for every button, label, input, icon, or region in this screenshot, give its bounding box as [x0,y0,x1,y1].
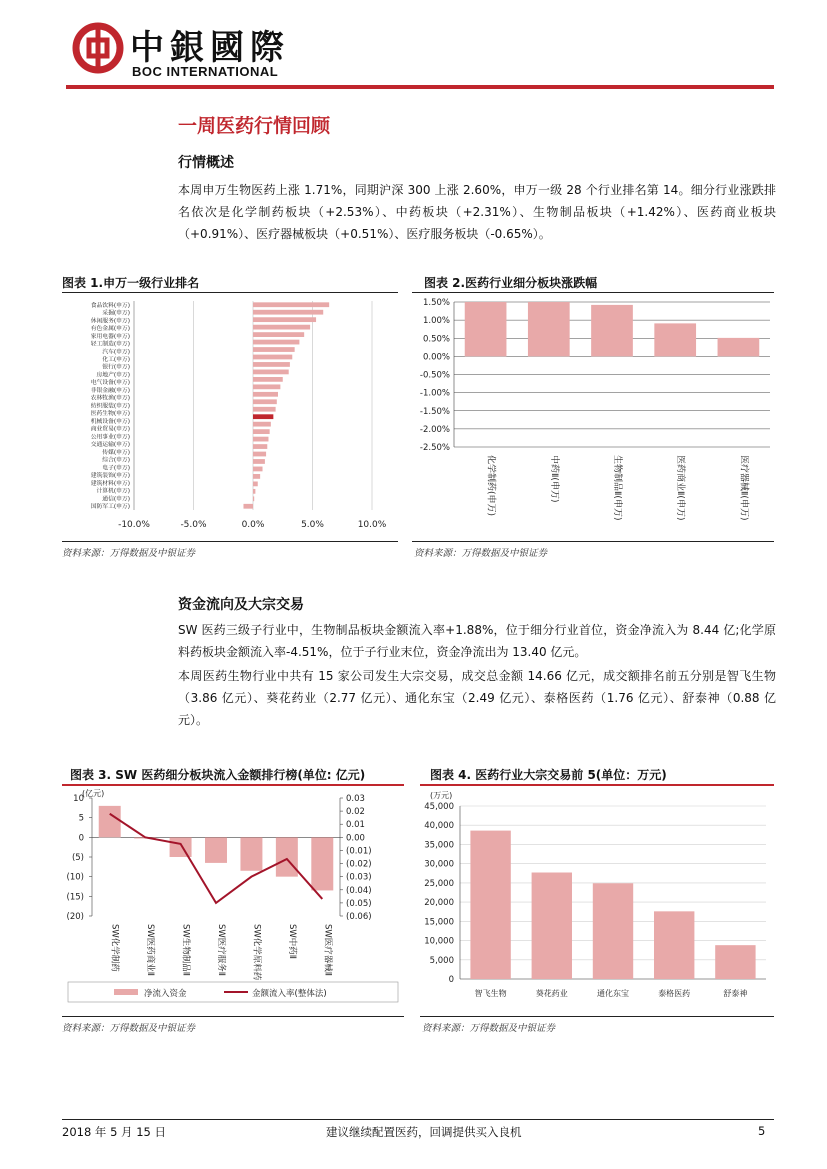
bar-化学制药(申万) [465,302,507,356]
x-tick-label: SW医疗器械Ⅱ [322,924,333,976]
bar-农林牧渔(申万) [253,399,277,404]
bar-传媒(申万) [253,452,266,457]
y-tick-label: 公用事业(申万) [90,434,130,441]
y-tick-label: 电气设备(申万) [90,380,130,387]
fundflow-paragraph: SW 医药三级子行业中，生物制品板块金额流入率+1.88%，位于细分行业首位，资金净流入为 8.44 亿;化学原料药板块金额流入率-4.51%，位于子行业末位，资金净流出为 13.40 亿元。 [178,623,776,659]
y-tick-label: 35,000 [424,840,454,851]
right-tick-label: (0.06) [346,912,372,922]
y-tick-label: 商业贸易(申万) [90,426,130,433]
x-tick-label: SW中药Ⅱ [286,924,297,959]
boc-logo-icon [72,22,124,74]
bar-医药商业Ⅱ(申万) [654,323,696,356]
bar-汽车(申万) [253,355,292,360]
x-tick-label: 中药Ⅱ(申万) [548,455,559,503]
y-tick-label: -1.00% [419,388,450,399]
bar-轻工制造(申万) [253,347,295,352]
bar-有色金属(申万) [253,332,304,337]
x-tick-label: 10.0% [357,520,387,530]
x-tick-label: 舒泰神 [723,989,748,998]
y-tick-label: 电子(申万) [102,465,130,472]
x-tick-label: 5.0% [301,520,324,530]
x-tick-label: 葵花药业 [535,989,568,998]
x-tick-label: 医药商业Ⅱ(申万) [675,455,686,521]
bar-银行(申万) [253,370,289,375]
y-tick-label: 40,000 [424,821,454,832]
y-tick-label: 建筑材料(申万) [90,480,130,487]
right-tick-label: 0.02 [346,807,365,818]
right-tick-label: (0.03) [346,872,372,883]
bar-SW化学原料药 [240,837,262,870]
bar-智飞生物 [470,831,510,979]
y-tick-label: -2.00% [419,424,450,435]
y-tick-label: 计算机(申万) [96,488,130,495]
y-axis-unit: (万元) [430,791,453,800]
footer-rule [62,1119,774,1120]
subsection-title-fundflow: 资金流向及大宗交易 [178,597,304,613]
bar-SW化学制药 [99,806,121,837]
left-tick-label: (5) [71,853,84,863]
x-tick-label: 0.0% [241,520,265,530]
x-tick-label: SW医疗服务Ⅱ [216,924,226,976]
bar-通信(申万) [253,496,254,501]
bar-生物制品Ⅱ(申万) [591,305,633,356]
right-tick-label: 0.03 [346,794,365,804]
figure-1-title: 图表 1.申万一级行业排名 [62,276,200,290]
company-name-en: BOC INTERNATIONAL [132,64,279,79]
right-tick-label: (0.01) [346,846,372,857]
bar-化工(申万) [253,362,290,367]
y-tick-label: 10,000 [424,936,454,947]
figure-1-source: 资料来源：万得数据及中银证券 [62,548,196,559]
bar-食品饮料(申万) [253,302,329,307]
x-tick-label: SW医药商业Ⅱ [145,924,156,976]
y-tick-label: 有色金属(申万) [90,326,130,333]
bar-葵花药业 [532,873,572,979]
x-tick-label: 医疗器械Ⅱ(申万) [738,455,749,521]
right-tick-label: (0.04) [346,885,372,896]
subsection-title-market: 行情概述 [178,155,234,171]
y-tick-label: -1.50% [419,406,450,417]
y-tick-label: 1.00% [422,316,450,327]
y-tick-label: 25,000 [424,878,454,889]
bar-中药Ⅱ(申万) [528,302,570,356]
section-title: 一周医药行情回顾 [178,115,331,137]
y-tick-label: 汽车(申万) [102,349,130,356]
y-tick-label: 轻工制造(申万) [90,341,130,348]
bar-钢铁(申万) [253,317,316,322]
x-tick-label: 智飞生物 [474,989,507,998]
bar-机械设备(申万) [253,422,271,427]
bar-医药生物(申万) [253,414,273,419]
x-tick-label: -10.0% [118,520,150,530]
bar-泰格医药 [654,911,694,979]
bar-SW生物制品Ⅱ [170,837,192,857]
y-tick-label: 45,000 [424,802,454,812]
y-tick-label: 1.50% [422,298,450,308]
legend-bar-swatch [114,989,138,995]
left-tick-label: (20) [66,912,84,922]
y-tick-label: 国防军工(申万) [90,504,130,511]
bar-商业贸易(申万) [253,429,270,434]
left-tick-label: 5 [78,813,84,824]
bar-SW医疗服务Ⅱ [205,837,227,863]
legend-bar-label: 净流入资金 [144,989,187,999]
y-tick-label: 通信(申万) [102,496,130,503]
x-tick-label: SW生物制品Ⅱ [180,924,191,976]
y-tick-label: 医药生物(申万) [90,411,130,418]
y-tick-label: 房地产(申万) [96,372,130,379]
bar-电气设备(申万) [253,377,283,382]
x-tick-label: SW化学原料药 [251,924,262,981]
x-tick-label: 生物制品Ⅱ(申万) [612,455,622,521]
bar-计算机(申万) [253,489,255,494]
bar-建筑装饰(申万) [253,474,260,479]
right-tick-label: (0.02) [346,859,372,870]
left-tick-label: 10 [73,794,84,804]
y-tick-label: 休闲服务(申万) [90,318,130,325]
y-tick-label: 30,000 [424,859,454,870]
y-tick-label: 银行(申万) [102,364,130,371]
y-tick-label: 化工(申万) [102,356,130,363]
y-tick-label: 0.00% [422,352,450,363]
y-tick-label: 5,000 [429,955,454,966]
y-tick-label: 综合(申万) [102,457,130,464]
y-tick-label: 机械设备(申万) [90,418,130,425]
x-tick-label: -5.0% [180,520,207,530]
bar-SW医疗器械Ⅱ [311,837,333,890]
y-tick-label: -2.50% [419,443,450,453]
right-tick-label: 0.00 [346,833,365,844]
x-tick-label: 泰格医药 [658,989,691,998]
left-tick-label: (10) [66,872,84,883]
y-tick-label: 交通运输(申万) [90,442,130,449]
bar-房地产(申万) [253,384,280,389]
bar-交通运输(申万) [253,444,267,449]
y-tick-label: 0.50% [422,334,450,345]
x-tick-label: 化学制药(申万) [485,455,496,517]
y-tick-label: 采掘(申万) [102,310,130,317]
bar-电子(申万) [253,467,263,472]
bar-国防军工(申万) [243,504,253,509]
figure-3-chart [62,786,404,1014]
page-number: 5 [758,1124,766,1138]
bar-纺织服装(申万) [253,407,276,412]
bar-家用电器(申万) [253,340,299,345]
y-tick-label: 家用电器(申万) [90,333,130,340]
y-tick-label: -0.50% [419,370,450,381]
figure-1-rule [62,292,398,293]
bar-公用事业(申万) [253,437,268,442]
market-overview-paragraph: 本周申万生物医药上涨 1.71%，同期沪深 300 上涨 2.60%，申万一级 28 个行业排名第 14。细分行业涨跌排名依次是化学制药板块（+2.53%）、中药板块（+2.31%）、生物制品板块（+1.42%）、医药商业板块（+0.91%）、医疗器械板块（+0.51%）、医疗服务板块（-0.65%）。 [178,183,776,241]
figure-4-source: 资料来源：万得数据及中银证券 [422,1023,556,1034]
right-tick-label: 0.01 [346,820,365,831]
x-tick-label: SW化学制药 [109,924,120,972]
figure-4-chart [420,786,774,1014]
block-trade-paragraph: 本周医药生物行业中共有 15 家公司发生大宗交易，成交总金额 14.66 亿元，成交额排名前五分别是智飞生物（3.86 亿元）、葵花药业（2.77 亿元）、通化东宝（2.49 亿元）、泰格医药（1.76 亿元）、舒泰神（0.88 亿元）。 [178,669,776,727]
y-tick-label: 0 [448,975,454,985]
figure-2-source: 资料来源：万得数据及中银证券 [414,548,548,559]
bar-非银金融(申万) [253,392,278,397]
y-tick-label: 农林牧渔(申万) [90,395,130,402]
bar-建筑材料(申万) [253,481,258,486]
y-tick-label: 非银金融(申万) [90,387,130,394]
bar-通化东宝 [593,883,633,979]
y-tick-label: 食品饮料(申万) [90,302,130,309]
company-name-cn: 中銀國際 [130,28,290,68]
bar-医疗器械Ⅱ(申万) [718,338,760,356]
footer-date: 2018 年 5 月 15 日 [62,1125,166,1139]
y-tick-label: 传媒(申万) [102,449,130,456]
figure-3-source: 资料来源：万得数据及中银证券 [62,1023,196,1034]
bar-综合(申万) [253,459,265,464]
right-tick-label: (0.05) [346,898,372,909]
left-tick-label: 0 [78,833,84,844]
y-tick-label: 纺织服装(申万) [90,403,130,410]
figure-3-title: 图表 3. SW 医药细分板块流入金额排行榜(单位: 亿元) [70,768,366,782]
bar-休闲服务(申万) [253,325,310,330]
footer-slogan: 建议继续配置医药，回调提供买入良机 [326,1125,522,1139]
y-tick-label: 15,000 [424,917,454,928]
x-tick-label: 通化东宝 [597,989,629,998]
y-tick-label: 建筑装饰(申万) [90,473,130,480]
header-rule [66,85,774,89]
left-axis-unit: (亿元) [82,789,105,798]
y-tick-label: 20,000 [424,898,454,909]
figure-4-title: 图表 4. 医药行业大宗交易前 5(单位：万元) [430,768,667,782]
figure-1-chart [62,295,398,535]
legend-line-label: 金额流入率(整体法) [252,989,327,999]
left-tick-label: (15) [66,892,84,903]
figure-2-title: 图表 2.医药行业细分板块涨跌幅 [424,276,598,290]
figure-2-chart [412,293,774,541]
bar-采掘(申万) [253,310,323,315]
bar-舒泰神 [715,945,755,979]
bar-SW中药Ⅱ [276,837,298,876]
